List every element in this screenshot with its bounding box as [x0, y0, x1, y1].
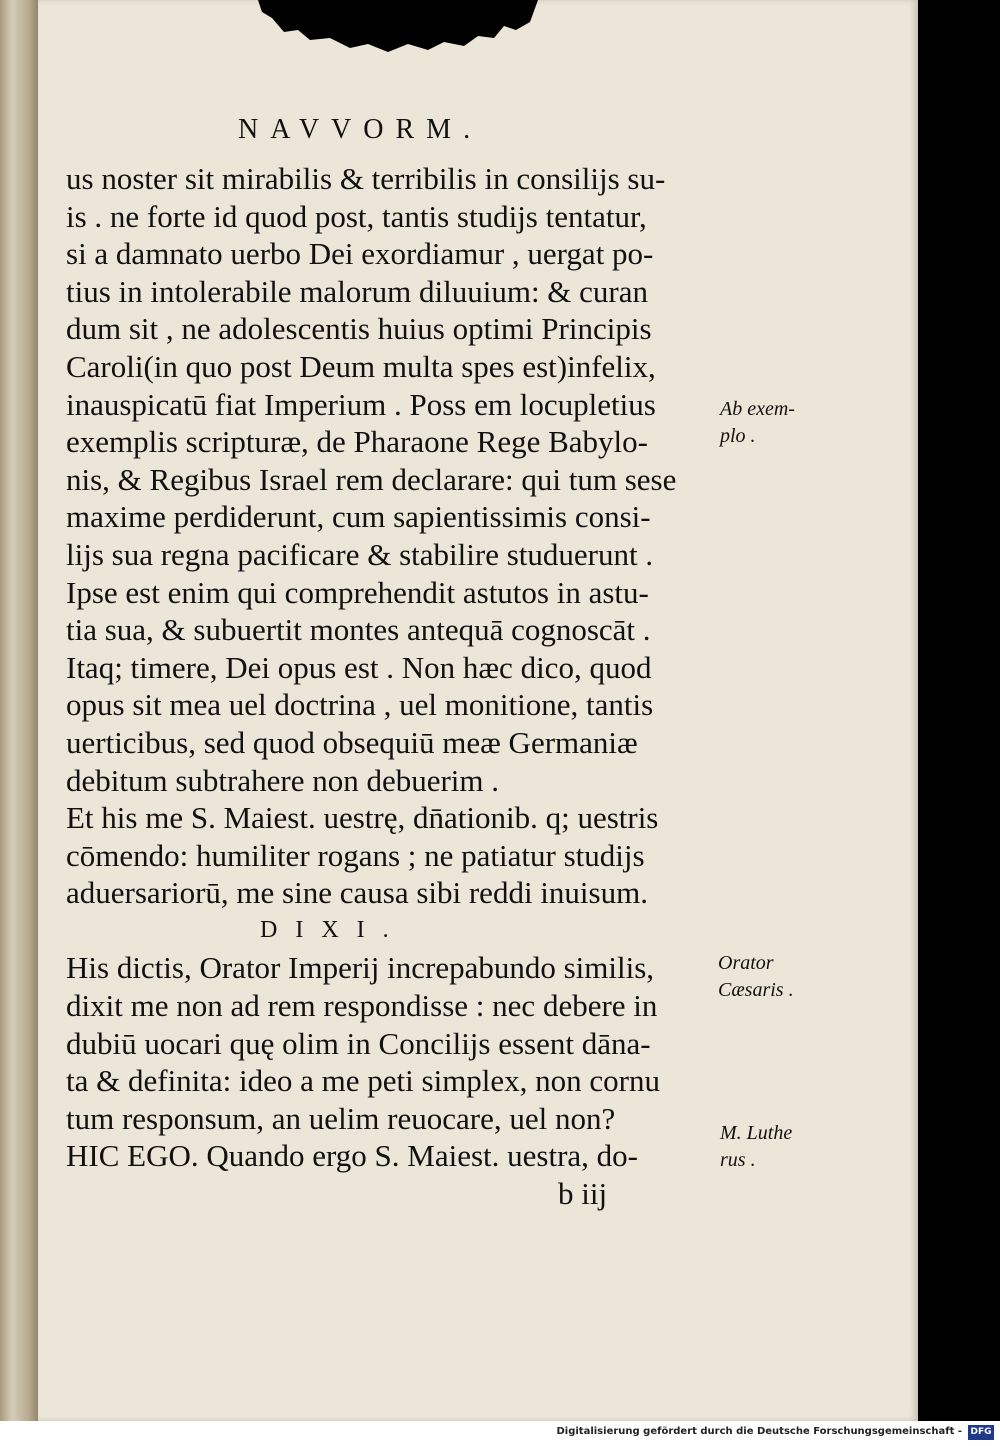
text-line: si a damnato uerbo Dei exordiamur , uergat po- [66, 236, 654, 272]
dfg-logo: DFG [968, 1425, 994, 1440]
margin-note-line: rus . [720, 1149, 756, 1171]
book-spine [0, 0, 40, 1421]
margin-note-exemplo [720, 396, 795, 450]
body-text [66, 160, 706, 1213]
margin-note-line: Orator [718, 952, 774, 974]
footer-bar [0, 1421, 1000, 1446]
text-line: cōmendo: humiliter rogans ; ne patiatur studijs [66, 837, 645, 873]
torn-edge [258, 0, 538, 60]
text-line: tia sua, & subuertit montes antequā cognoscāt . [66, 612, 651, 648]
text-line: His dictis, Orator Imperij increpabundo similis, [66, 950, 655, 986]
page-background-right [918, 0, 1000, 1421]
section-heading-dixi: DIXI. [260, 916, 407, 943]
text-line: Ipse est enim qui comprehendit astutos in astu- [66, 574, 649, 610]
signature-mark: b iij [558, 1176, 608, 1212]
margin-note-line: M. Luthe [720, 1122, 793, 1144]
text-line: tum responsum, an uelim reuocare, uel non? [66, 1100, 616, 1136]
running-title: NAVVORM. [238, 114, 483, 145]
text-line: Et his me S. Maiest. uestrę, dn̄ationib. q; uestris [66, 800, 659, 836]
text-line: dixit me non ad rem respondisse : nec debere in [66, 988, 658, 1024]
text-line: uerticibus, sed quod obsequiū meæ Germaniæ [66, 724, 638, 760]
text-line: is . ne forte id quod post, tantis studijs tentatur, [66, 198, 647, 234]
text-line: exemplis scripturæ, de Pharaone Rege Babylo- [66, 424, 648, 460]
text-line: opus sit mea uel doctrina , uel monitione, tantis [66, 687, 654, 723]
text-line: ta & definita: ideo a me peti simplex, non cornu [66, 1063, 661, 1099]
margin-note-line: plo . [720, 425, 756, 447]
footer-credit: Digitalisierung gefördert durch die Deutsche Forschungsgemeinschaft - [556, 1426, 962, 1437]
margin-note-luther [720, 1120, 792, 1174]
text-line: us noster sit mirabilis & terribilis in consilijs su- [66, 161, 666, 196]
text-line: tius in intolerabile malorum diluuium: & curan [66, 273, 649, 309]
text-line: aduersariorū, me sine causa sibi reddi inuisum. [66, 875, 648, 911]
margin-note-orator [718, 950, 794, 1004]
margin-note-line: Cæsaris . [718, 979, 794, 1001]
text-line: dubiū uocari quę olim in Concilijs essent dānа- [66, 1025, 651, 1061]
text-line: lijs sua regna pacificare & stabilire studuerunt . [66, 536, 654, 572]
text-line: dum sit , ne adolescentis huius optimi Principis [66, 311, 652, 347]
text-line: HIC EGO. Quando ergo S. Maiest. uestra, do- [66, 1138, 638, 1174]
text-line: nis, & Regibus Israel rem declarare: qui tum sese [66, 461, 677, 497]
text-line: Caroli(in quo post Deum multa spes est)infelix, [66, 348, 656, 384]
text-line: maxime perdiderunt, cum sapientissimis consi- [66, 499, 651, 535]
text-line: inauspicatū fiat Imperium . Poss em locupletius [66, 386, 656, 422]
margin-note-line: Ab exem- [720, 398, 795, 420]
text-line: Itaq; timere, Dei opus est . Non hæc dico, quod [66, 649, 652, 685]
text-line: debitum subtrahere non debuerim . [66, 762, 500, 798]
